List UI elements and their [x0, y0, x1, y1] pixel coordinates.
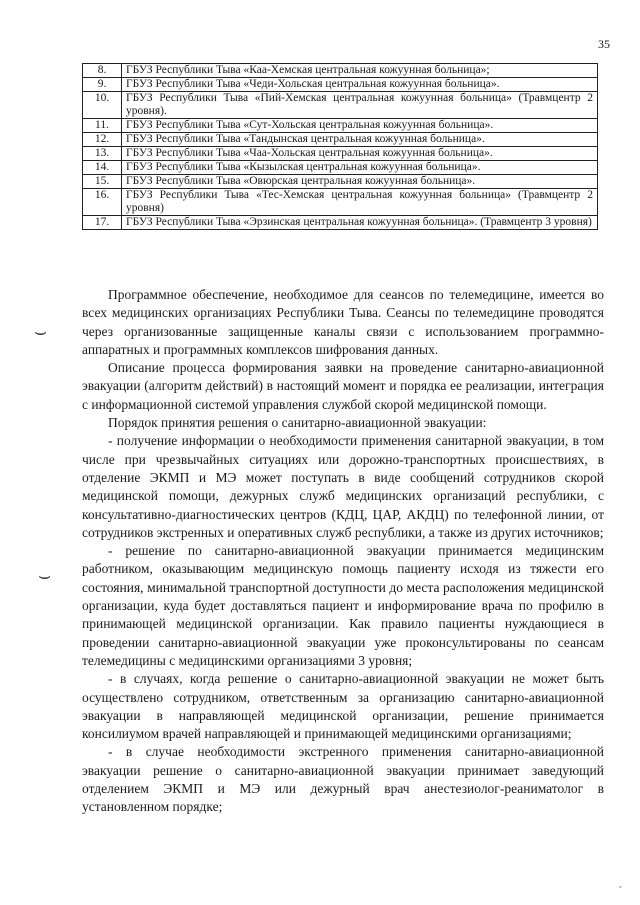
table-row [83, 189, 598, 216]
paragraph-process-description: Описание процесса формирования заявки на проведение санитарно-авиационной эвакуации (алгоритм действий) в настоящий момент и порядка ее реализации, интеграция с информационной системой управления службой скорой медицинской помощи. [82, 360, 604, 412]
row-number: 16. [83, 189, 122, 216]
table-row [83, 78, 598, 92]
table-row [83, 64, 598, 78]
organization-name: ГБУЗ Республики Тыва «Чеди-Хольская центральная кожуунная больница». [122, 78, 598, 92]
table-row [83, 92, 598, 119]
paragraph-telemedicine: Программное обеспечение, необходимое для сеансов по телемедицине, имеется во всех медицинских организациях Республики Тыва. Сеансы по телемедицине проводятся через организованные защищенные каналы связи с использованием программно-аппаратных и программных комплексов шифрования данных. [82, 287, 604, 357]
scan-artifact-mark: ˇ [619, 885, 622, 894]
table-row [83, 133, 598, 147]
row-number: 10. [83, 92, 122, 119]
document-body [82, 286, 604, 817]
organization-name: ГБУЗ Республики Тыва «Чаа-Хольская центральная кожуунная больница». [122, 147, 598, 161]
paragraph-item-decision: - решение по санитарно-авиационной эвакуации принимается медицинским работником, оказывающим медицинскую помощь пациенту исходя из тяжести его состояния, минимальной транспортной доступности до места расположения медицинской организации, куда будет доставляться пациент и информирование врача по профилю в принимающей медицинской организации. Как правило пациенты нуждающиеся в проведении санитарно-авиационной эвакуации уже проконсультированы по сеансам телемедицины с медицинскими организациями 3 уровня; [82, 543, 604, 668]
row-number: 17. [83, 216, 122, 230]
paragraph-item-emergency: - в случае необходимости экстренного применения санитарно-авиационной эвакуации решение о санитарно-авиационной эвакуации принимает заведующий отделением ЭКМП и МЭ или дежурный врач анестезиолог-реаниматолог в установленном порядке; [82, 744, 604, 815]
handwritten-margin-mark: ⌣ [38, 565, 52, 587]
table-row [83, 147, 598, 161]
table-row [83, 175, 598, 189]
organization-name: ГБУЗ Республики Тыва «Тандынская центральная кожуунная больница». [122, 133, 598, 147]
table-row [83, 161, 598, 175]
organization-name: ГБУЗ Республики Тыва «Эрзинская центральная кожуунная больница». (Травмцентр 3 уровня) [122, 216, 598, 230]
organization-name: ГБУЗ Республики Тыва «Кызылская центральная кожуунная больница». [122, 161, 598, 175]
row-number: 14. [83, 161, 122, 175]
organization-name: ГБУЗ Республики Тыва «Тес-Хемская центральная кожуунная больница» (Травмцентр 2 уровня) [122, 189, 598, 216]
row-number: 8. [83, 64, 122, 78]
row-number: 9. [83, 78, 122, 92]
organization-name: ГБУЗ Республики Тыва «Каа-Хемская центральная кожуунная больница»; [122, 64, 598, 78]
row-number: 15. [83, 175, 122, 189]
page-number: 35 [598, 37, 610, 51]
row-number: 11. [83, 119, 122, 133]
paragraph-item-consilium: - в случаях, когда решение о санитарно-авиационной эвакуации не может быть осуществлено сотрудником, ответственным за организацию санитарно-авиационной эвакуации в направляющей медицинской организации, решение принимается консилиумом врачей направляющей и принимающей медицинскими организациями; [82, 671, 604, 742]
organization-name: ГБУЗ Республики Тыва «Пий-Хемская центральная кожуунная больница» (Травмцентр 2 уровня). [122, 92, 598, 119]
organizations-table [82, 63, 598, 230]
paragraph-procedure-heading: Порядок принятия решения о санитарно-авиационной эвакуации: [108, 415, 487, 431]
table-row [83, 119, 598, 133]
row-number: 13. [83, 147, 122, 161]
organization-name: ГБУЗ Республики Тыва «Овюрская центральная кожуунная больница». [122, 175, 598, 189]
paragraph-item-information: - получение информации о необходимости применения санитарной эвакуации, в том числе при чрезвычайных ситуациях или дорожно-транспортных происшествиях, в отделение ЭКМП и МЭ может поступать в виде сообщений сотрудников скорой медицинской помощи, дежурных служб медицинских организаций республики, с консультативно-диагностических центров (КДЦ, ЦАР, АКДЦ) по телефонной линии, от сотрудников экстренных и оперативных служб республики, а также из других источников; [82, 433, 604, 540]
organization-name: ГБУЗ Республики Тыва «Сут-Хольская центральная кожуунная больница». [122, 119, 598, 133]
table-row [83, 216, 598, 230]
row-number: 12. [83, 133, 122, 147]
handwritten-margin-mark: ⌣ [34, 321, 48, 343]
